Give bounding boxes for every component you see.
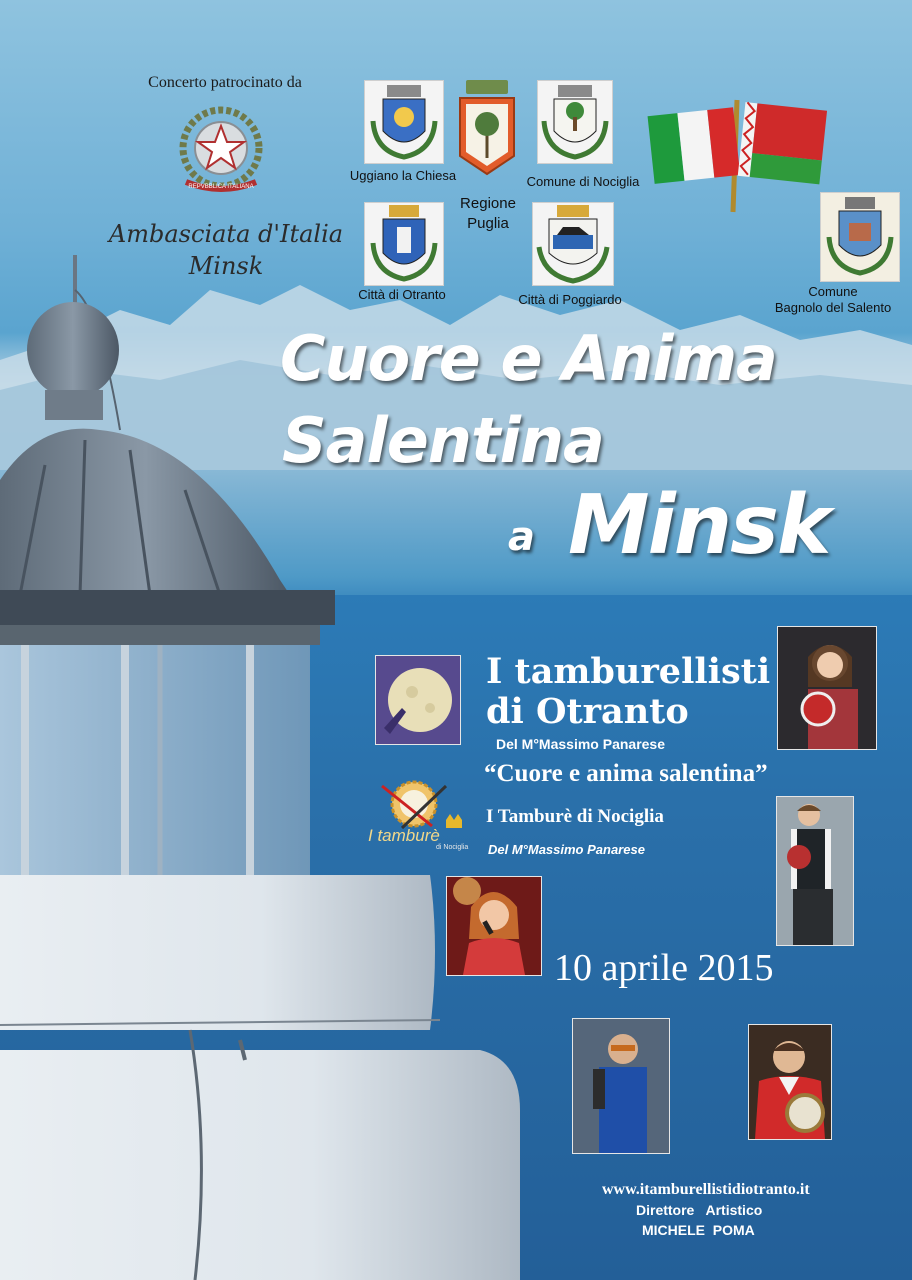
photo-boy-glasses: [572, 1018, 670, 1154]
tambourine-moon-logo: [375, 655, 461, 745]
title-line3-city: Minsk: [568, 478, 830, 573]
photo-boy-drummer: [776, 796, 854, 946]
embassy-name: [100, 218, 352, 282]
photo-girl-singer: [446, 876, 542, 976]
uggiano-label: Uggiano la Chiesa: [349, 168, 457, 183]
otranto-coat-of-arms: [364, 202, 444, 286]
bagnolo-coat-of-arms: [820, 192, 900, 282]
regione-line1: Regione: [460, 195, 516, 212]
regione-puglia-emblem: [456, 78, 518, 176]
bagnolo-line2: Bagnolo del Salento: [774, 300, 892, 315]
tambure-logo-text: I tamburè: [368, 826, 440, 845]
sponsor-intro: Concerto patrocinato da: [148, 74, 302, 91]
bagnolo-label: [760, 284, 906, 316]
photo-boy-tambourine: [748, 1024, 832, 1140]
group-nociglia-director: Del M°Massimo Panarese: [488, 842, 645, 857]
uggiano-coat-of-arms: [364, 80, 444, 164]
embassy-line2: Minsk: [188, 252, 264, 280]
show-title: “Cuore e anima salentina”: [484, 760, 768, 787]
italian-republic-emblem: [174, 104, 268, 198]
director-name: MICHELE POMA: [642, 1222, 755, 1238]
group-otranto-name: [486, 652, 770, 732]
event-date: 10 aprile 2015: [554, 947, 774, 989]
bagnolo-line1: Comune: [808, 284, 858, 299]
photo-girl-drummer: [777, 626, 877, 750]
title-line3-prefix: a: [508, 514, 535, 560]
emblem-ribbon-text: REPVBBLICA ITALIANA: [188, 184, 254, 190]
website-url: www.itamburellistidiotranto.it: [602, 1181, 810, 1198]
title-line2: Salentina: [282, 404, 604, 477]
poggiardo-label: Città di Poggiardo: [518, 292, 622, 307]
group-otranto-director: Del M°Massimo Panarese: [496, 736, 666, 752]
group-nociglia-name: I Tamburè di Nociglia: [486, 806, 664, 827]
group-otranto-line2: di Otranto: [486, 691, 689, 732]
director-role: Direttore Artistico: [636, 1202, 763, 1218]
italy-belarus-flags: [645, 92, 827, 214]
otranto-label: Città di Otranto: [358, 287, 446, 302]
nociglia-coat-of-arms: [537, 80, 613, 164]
group-otranto-line1: I tamburellisti: [486, 651, 771, 692]
tambure-nociglia-logo: [362, 776, 472, 858]
regione-label: [446, 194, 530, 234]
tambure-logo-sub: di Nociglia: [436, 844, 469, 851]
regione-line2: Puglia: [467, 215, 509, 232]
poggiardo-coat-of-arms: [532, 202, 614, 286]
nociglia-label: Comune di Nociglia: [526, 174, 640, 189]
embassy-line1: Ambasciata d'Italia: [108, 220, 344, 248]
title-line1: Cuore e Anima: [280, 322, 777, 395]
